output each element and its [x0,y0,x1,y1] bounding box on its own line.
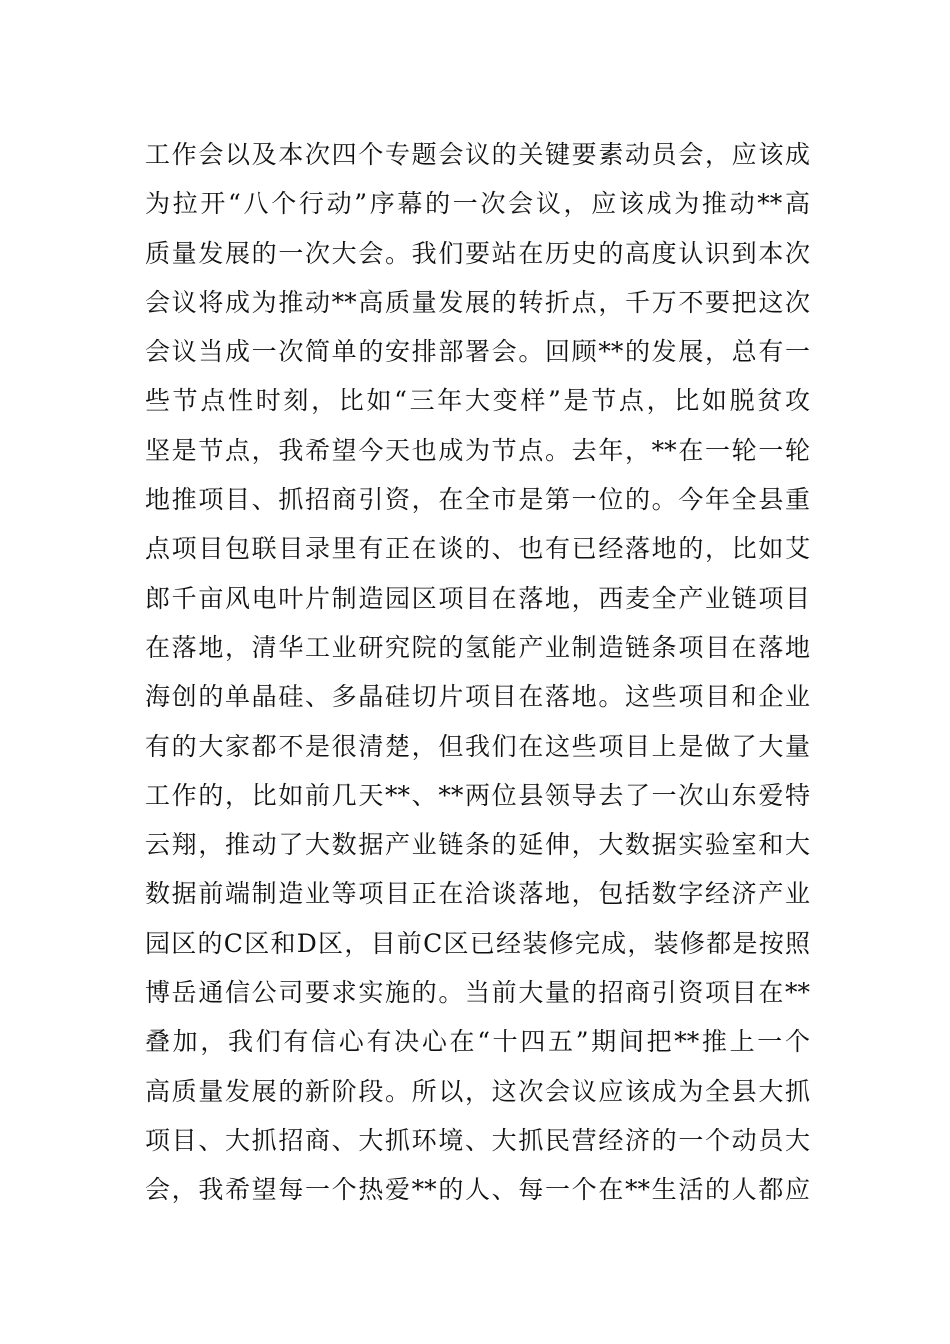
text-line: 叠加，我们有信心有决心在“十四五”期间把**推上一个 [145,1027,810,1057]
text-line: 郎千亩风电叶片制造园区项目在落地，西麦全产业链项目 [145,583,810,613]
text-line: 数据前端制造业等项目正在洽谈落地，包括数字经济产业 [145,879,810,909]
text-line: 会，我希望每一个热爱**的人、每一个在**生活的人都应 [145,1175,810,1205]
text-line: 博岳通信公司要求实施的。当前大量的招商引资项目在** [145,978,810,1008]
text-line: 海创的单晶硅、多晶硅切片项目在落地。这些项目和企业 [145,682,810,712]
text-line: 园区的C区和D区，目前C区已经装修完成，装修都是按照 [145,928,810,958]
text-line: 会议当成一次简单的安排部署会。回顾**的发展，总有一 [145,337,810,367]
text-line: 点项目包联目录里有正在谈的、也有已经落地的，比如艾 [145,534,810,564]
text-line: 些节点性时刻，比如“三年大变样”是节点，比如脱贫攻 [145,386,810,416]
text-line: 有的大家都不是很清楚，但我们在这些项目上是做了大量 [145,731,810,761]
body-text [145,130,810,1215]
text-line: 为拉开“八个行动”序幕的一次会议，应该成为推动**高 [145,189,810,219]
text-line: 地推项目、抓招商引资，在全市是第一位的。今年全县重 [145,485,810,515]
text-line: 工作的，比如前几天**、**两位县领导去了一次山东爱特 [145,780,810,810]
text-line: 在落地，清华工业研究院的氢能产业制造链条项目在落地 [145,632,810,662]
text-line: 云翔，推动了大数据产业链条的延伸，大数据实验室和大 [145,830,810,860]
text-line: 坚是节点，我希望今天也成为节点。去年，**在一轮一轮 [145,435,810,465]
text-line: 高质量发展的新阶段。所以，这次会议应该成为全县大抓 [145,1076,810,1106]
text-line: 会议将成为推动**高质量发展的转折点，千万不要把这次 [145,287,810,317]
text-line: 项目、大抓招商、大抓环境、大抓民营经济的一个动员大 [145,1125,810,1155]
text-line: 质量发展的一次大会。我们要站在历史的高度认识到本次 [145,238,810,268]
text-line: 工作会以及本次四个专题会议的关键要素动员会，应该成 [145,140,810,169]
